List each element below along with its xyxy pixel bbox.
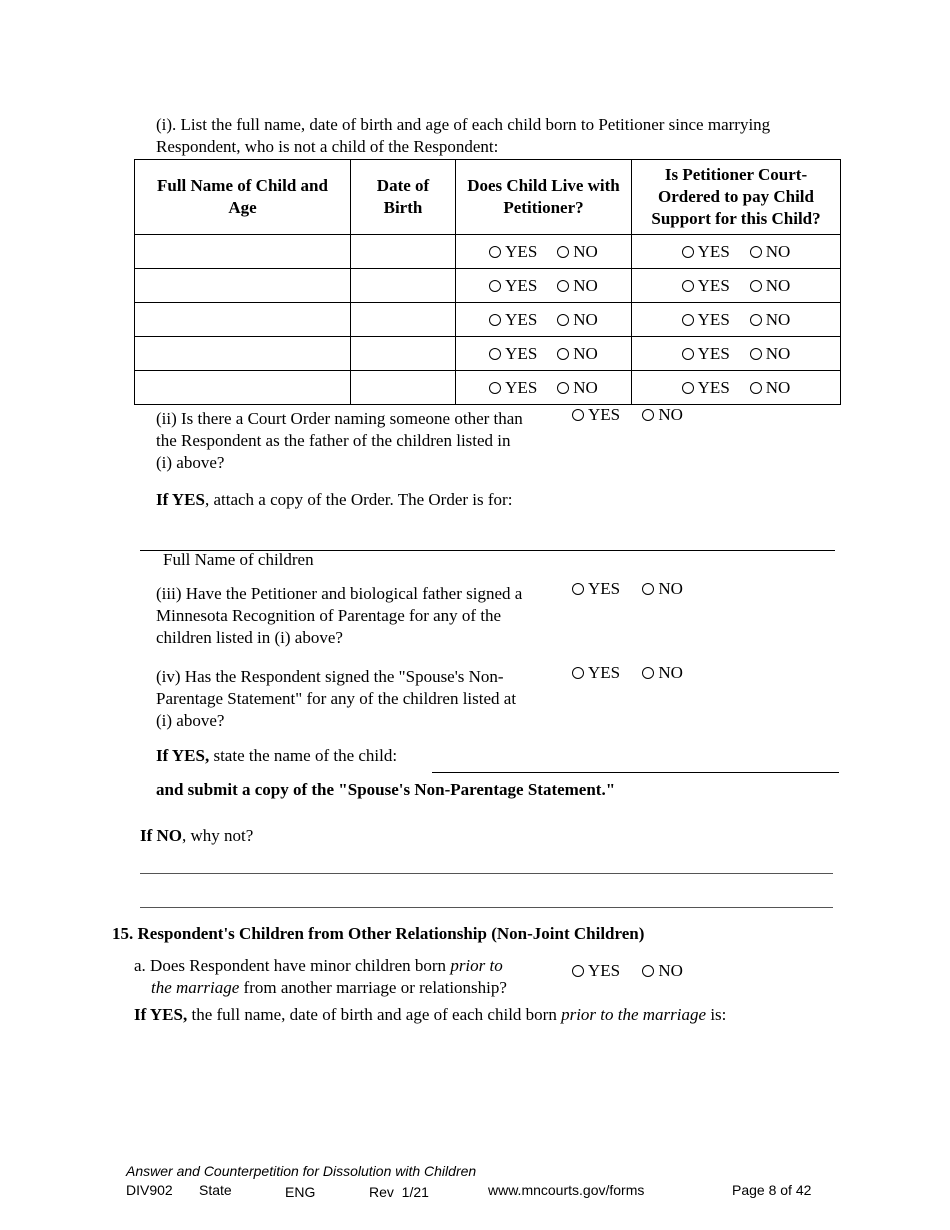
part-iv-yes[interactable]	[572, 663, 620, 682]
part-iv-if-no-bold: If NO	[140, 826, 183, 845]
section-15-if-yes	[134, 1004, 726, 1026]
section-15-if-yes-em: prior to the marriage	[561, 1005, 707, 1024]
yes-label: YES	[588, 961, 621, 980]
child-support-no-option[interactable]	[750, 310, 791, 329]
section-15-title-text: 15. Respondent's Children from Other Relationship (Non-Joint Children)	[112, 924, 645, 943]
radio-circle-icon	[642, 965, 654, 977]
radio-circle-icon	[489, 246, 501, 258]
section-15a-no[interactable]	[642, 961, 683, 980]
part-i-prompt-line2: Respondent, who is not a child of the Respondent:	[156, 137, 499, 156]
radio-circle-icon	[682, 348, 694, 360]
radio-circle-icon	[489, 314, 501, 326]
part-ii-if-yes-rest: , attach a copy of the Order. The Order is for:	[204, 490, 513, 509]
footer-form-id: DIV902	[126, 1182, 173, 1198]
no-label: NO	[765, 241, 791, 261]
radio-circle-icon	[682, 382, 694, 394]
lives-with-petitioner-no-option[interactable]	[557, 378, 598, 397]
section-15-if-yes-bold: If YES,	[134, 1005, 188, 1024]
yes-label: YES	[697, 309, 730, 329]
child-support-yes-option[interactable]	[682, 310, 730, 329]
child-name-line[interactable]	[432, 772, 839, 773]
child-name-cell[interactable]	[135, 235, 351, 269]
radio-circle-icon	[682, 280, 694, 292]
section-15a-line2-em: the marriage	[151, 978, 240, 997]
lives-with-petitioner-cell	[456, 371, 632, 405]
part-i-prompt	[156, 114, 856, 158]
radio-circle-icon	[572, 583, 584, 595]
child-support-cell	[632, 235, 841, 269]
yes-label: YES	[588, 405, 621, 424]
part-iv-options	[572, 662, 701, 684]
part-iv-question	[156, 666, 566, 732]
yes-label: YES	[505, 241, 538, 261]
section-15a-options	[572, 960, 701, 982]
no-label: NO	[573, 309, 598, 329]
part-ii-question	[156, 408, 566, 474]
no-label: NO	[658, 961, 683, 980]
radio-circle-icon	[557, 280, 569, 292]
child-support-cell	[632, 269, 841, 303]
no-label: NO	[573, 241, 598, 261]
part-ii-line3: (i) above?	[156, 453, 225, 472]
radio-circle-icon	[750, 314, 762, 326]
section-15a-line2	[134, 977, 564, 999]
part-iv-line2: Parentage Statement" for any of the children listed at	[156, 689, 517, 708]
child-name-cell[interactable]	[135, 371, 351, 405]
lives-with-petitioner-yes-option[interactable]	[489, 242, 537, 261]
child-name-cell[interactable]	[135, 303, 351, 337]
yes-label: YES	[697, 241, 730, 261]
no-label: NO	[573, 343, 598, 363]
part-ii-line2: the Respondent as the father of the children listed in	[156, 431, 511, 450]
no-label: NO	[765, 377, 791, 397]
section-15-if-yes-post: is:	[706, 1005, 727, 1024]
yes-label: YES	[588, 663, 621, 682]
radio-circle-icon	[682, 314, 694, 326]
submit-statement	[156, 779, 615, 801]
yes-label: YES	[505, 275, 538, 295]
part-iv-line1: (iv) Has the Respondent signed the "Spouse's Non-	[156, 667, 504, 686]
radio-circle-icon	[750, 348, 762, 360]
section-15a-question	[134, 955, 564, 999]
part-i-prompt-line1: (i). List the full name, date of birth and age of each child born to Petitioner since marrying	[156, 115, 771, 134]
no-label: NO	[658, 663, 683, 682]
part-iv-if-yes	[156, 745, 397, 767]
lives-with-petitioner-yes-option[interactable]	[489, 378, 537, 397]
section-15a-line2-rest: from another marriage or relationship?	[239, 978, 507, 997]
date-of-birth-cell[interactable]	[351, 371, 456, 405]
yes-label: YES	[697, 343, 730, 363]
footer-page: Page 8 of 42	[732, 1182, 812, 1198]
lives-with-petitioner-no-option[interactable]	[557, 310, 598, 329]
section-15-title	[112, 923, 644, 945]
part-iv-if-no-rest: , why not?	[182, 826, 254, 845]
radio-circle-icon	[489, 280, 501, 292]
table-row	[135, 337, 841, 371]
section-15a-line1	[134, 955, 564, 977]
part-ii-yes[interactable]	[572, 405, 620, 424]
table-row	[135, 269, 841, 303]
footer-state: State	[199, 1182, 232, 1198]
radio-circle-icon	[557, 382, 569, 394]
lives-with-petitioner-yes-option[interactable]	[489, 310, 537, 329]
radio-circle-icon	[489, 382, 501, 394]
radio-circle-icon	[557, 348, 569, 360]
radio-circle-icon	[557, 314, 569, 326]
no-label: NO	[573, 377, 598, 397]
yes-label: YES	[505, 343, 538, 363]
lives-with-petitioner-no-option[interactable]	[557, 276, 598, 295]
section-15a-line1-pre: a. Does Respondent have minor children born	[134, 956, 451, 975]
child-support-cell	[632, 303, 841, 337]
table-row	[135, 303, 841, 337]
lives-with-petitioner-no-option[interactable]	[557, 344, 598, 363]
radio-circle-icon	[642, 583, 654, 595]
part-iii-line2: Minnesota Recognition of Parentage for any of the	[156, 606, 502, 625]
part-iii-line3: children listed in (i) above?	[156, 628, 343, 647]
child-name-cell[interactable]	[135, 337, 351, 371]
yes-label: YES	[505, 309, 538, 329]
footer-url[interactable]: www.mncourts.gov/forms	[488, 1182, 645, 1198]
date-of-birth-cell[interactable]	[351, 337, 456, 371]
child-support-yes-option[interactable]	[682, 344, 730, 363]
part-iv-if-yes-bold: If YES,	[156, 746, 210, 765]
radio-circle-icon	[750, 382, 762, 394]
part-ii-no[interactable]	[642, 405, 683, 424]
radio-circle-icon	[750, 280, 762, 292]
child-support-cell	[632, 337, 841, 371]
lives-with-petitioner-no-option[interactable]	[557, 242, 598, 261]
lives-with-petitioner-cell	[456, 337, 632, 371]
header-lives-with-petitioner: Does Child Live with Petitioner?	[456, 160, 632, 235]
part-iii-yes[interactable]	[572, 579, 620, 598]
child-support-cell	[632, 371, 841, 405]
date-of-birth-cell[interactable]	[351, 303, 456, 337]
radio-circle-icon	[750, 246, 762, 258]
part-iv-if-no	[140, 825, 253, 847]
child-support-yes-option[interactable]	[682, 378, 730, 397]
yes-label: YES	[588, 579, 621, 598]
radio-circle-icon	[642, 667, 654, 679]
radio-circle-icon	[572, 965, 584, 977]
lives-with-petitioner-yes-option[interactable]	[489, 344, 537, 363]
child-support-no-option[interactable]	[750, 276, 791, 295]
no-label: NO	[765, 343, 791, 363]
date-of-birth-cell[interactable]	[351, 235, 456, 269]
no-label: NO	[765, 309, 791, 329]
radio-circle-icon	[682, 246, 694, 258]
part-ii-if-yes-bold: If YES	[156, 490, 205, 509]
part-iii-options	[572, 578, 701, 600]
part-iv-if-yes-rest: state the name of the child:	[209, 746, 398, 765]
lives-with-petitioner-cell	[456, 235, 632, 269]
date-of-birth-cell[interactable]	[351, 269, 456, 303]
radio-circle-icon	[557, 246, 569, 258]
child-support-no-option[interactable]	[750, 344, 791, 363]
radio-circle-icon	[572, 409, 584, 421]
part-ii-if-yes	[156, 489, 512, 511]
children-table	[134, 159, 841, 405]
table-row	[135, 371, 841, 405]
radio-circle-icon	[642, 409, 654, 421]
child-name-cell[interactable]	[135, 269, 351, 303]
lives-with-petitioner-cell	[456, 303, 632, 337]
child-support-yes-option[interactable]	[682, 242, 730, 261]
part-ii-line1: (ii) Is there a Court Order naming someone other than	[156, 409, 523, 428]
no-label: NO	[658, 579, 683, 598]
order-children-name-caption: Full Name of children	[163, 550, 314, 569]
radio-circle-icon	[489, 348, 501, 360]
header-full-name: Full Name of Child and Age	[135, 160, 351, 235]
child-support-no-option[interactable]	[750, 378, 791, 397]
part-iii-no[interactable]	[642, 579, 683, 598]
part-iv-line3: (i) above?	[156, 711, 225, 730]
part-ii-options	[572, 404, 701, 426]
footer-title: Answer and Counterpetition for Dissolution with Children	[126, 1163, 477, 1179]
child-support-yes-option[interactable]	[682, 276, 730, 295]
why-not-line-2[interactable]	[140, 907, 833, 908]
no-label: NO	[658, 405, 683, 424]
no-label: NO	[765, 275, 791, 295]
table-header-row	[135, 160, 841, 235]
part-iii-line1: (iii) Have the Petitioner and biological father signed a	[156, 584, 523, 603]
footer-lang: ENG	[285, 1184, 316, 1200]
lives-with-petitioner-cell	[456, 269, 632, 303]
yes-label: YES	[505, 377, 538, 397]
lives-with-petitioner-yes-option[interactable]	[489, 276, 537, 295]
section-15a-line1-em: prior to	[450, 956, 503, 975]
submit-statement-text: and submit a copy of the "Spouse's Non-Parentage Statement."	[156, 780, 616, 799]
radio-circle-icon	[572, 667, 584, 679]
part-iii-question	[156, 583, 566, 649]
header-child-support: Is Petitioner Court-Ordered to pay Child Support for this Child?	[632, 160, 841, 235]
no-label: NO	[573, 275, 598, 295]
why-not-line-1[interactable]	[140, 873, 833, 874]
header-date-of-birth: Date of Birth	[351, 160, 456, 235]
table-row	[135, 235, 841, 269]
yes-label: YES	[697, 377, 730, 397]
part-iv-no[interactable]	[642, 663, 683, 682]
footer-rev: Rev 1/21	[369, 1184, 429, 1200]
yes-label: YES	[697, 275, 730, 295]
section-15a-yes[interactable]	[572, 961, 620, 980]
section-15-if-yes-pre: the full name, date of birth and age of each child born	[187, 1005, 562, 1024]
child-support-no-option[interactable]	[750, 242, 791, 261]
